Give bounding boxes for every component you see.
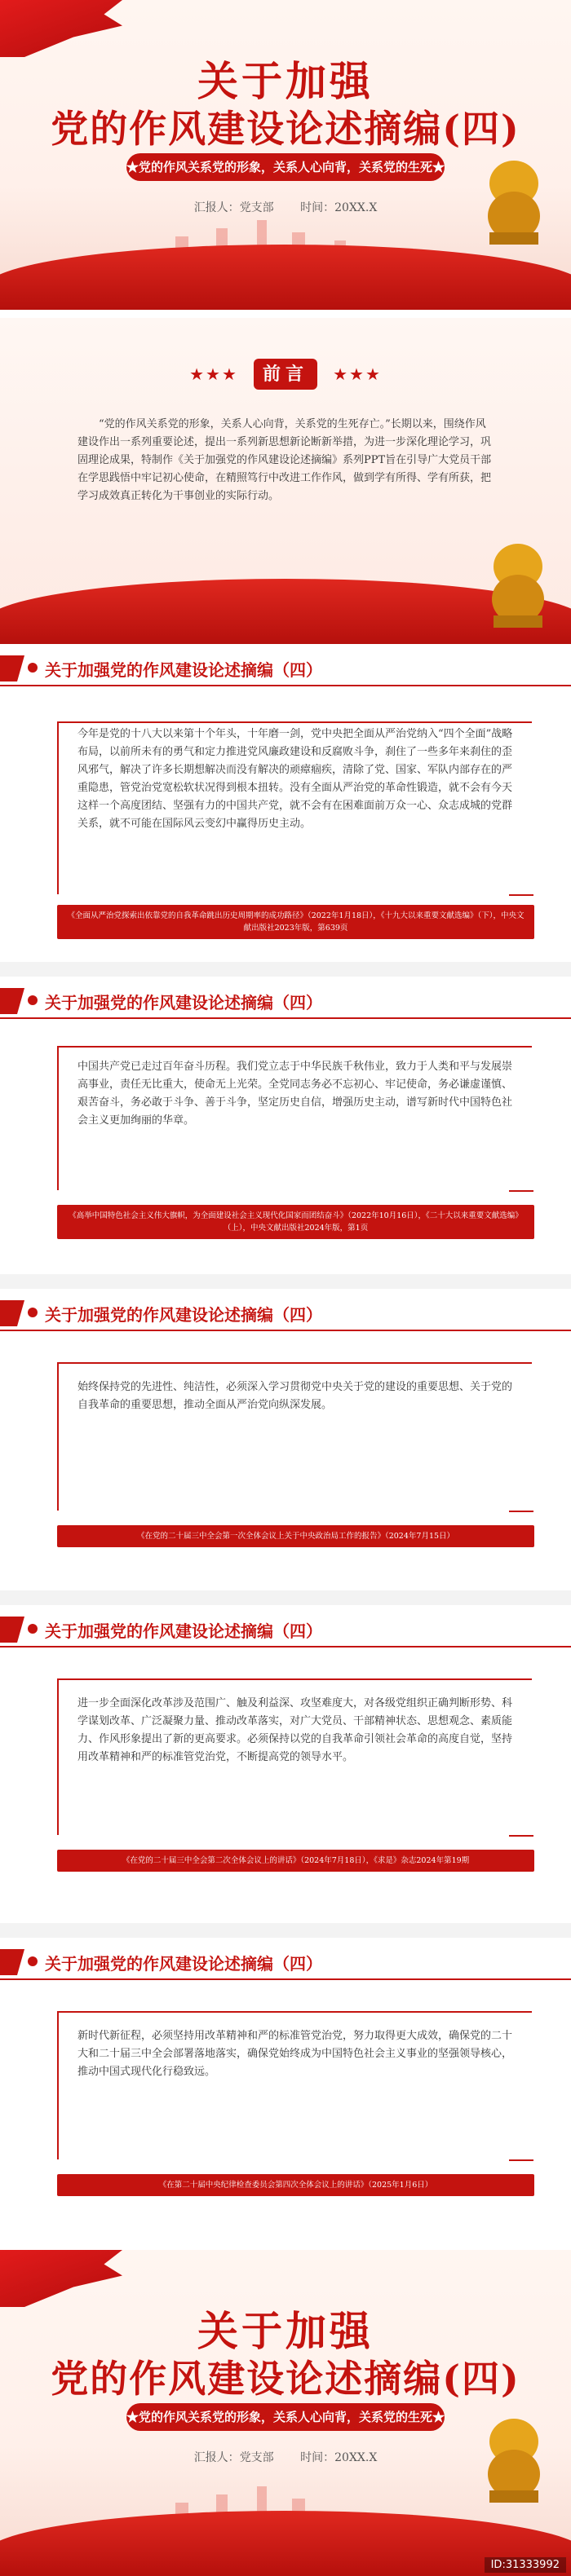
section-title: 关于加强党的作风建设论述摘编（四） xyxy=(45,1621,322,1641)
preface-text: “党的作风关系党的形象，关系人心向背，关系党的生死存亡。”长期以来，围绕作风建设作出一系列重要论述，提出一系列新思想新论断新举措，为进一步深化理论学习，巩固理论成果，特制作《关于加强党的作风建设论述摘编》系列PPT旨在引导广大党员干部在学思践悟中牢记初心使命，在精照笃行中改进工作作风，做到学有所得、学有所获，把学习成效真正转化为干事创业的实际行动。 xyxy=(77,418,492,502)
cover-title-line1: 关于加强 xyxy=(197,57,374,105)
section-text: 中国共产党已走过百年奋斗历程。我们党立志于中华民族千秋伟业，致力于人类和平与发展崇高事业，责任无比重大，使命无上光荣。全党同志务必不忘初心、牢记使命，务必谦虚谨慎、艰苦奋斗，务必敢于斗争、善于斗争，坚定历史自信，增强历史主动，谱写新时代中国特色社会主义更加绚丽的华章。 xyxy=(77,1061,513,1127)
header-mark-icon xyxy=(0,1949,24,1975)
time-value: 20XX.X xyxy=(334,201,378,214)
section-title: 关于加强党的作风建设论述摘编（四） xyxy=(45,1954,322,1974)
header-underline xyxy=(0,1646,571,1647)
stars-left-icon: ★★★ xyxy=(189,364,238,384)
section-title: 关于加强党的作风建设论述摘编（四） xyxy=(45,993,322,1012)
preface-slide xyxy=(0,318,571,644)
header-dot-icon xyxy=(28,663,38,673)
header-underline xyxy=(0,1017,571,1019)
time-value: 20XX.X xyxy=(334,2451,378,2464)
section-title: 关于加强党的作风建设论述摘编（四） xyxy=(45,1305,322,1325)
section-header xyxy=(0,1949,571,1975)
section-text: 始终保持党的先进性、纯洁性，必须深入学习贯彻党中央关于党的建设的重要思想、关于党的自我革命的重要思想，推动全面从严治党向纵深发展。 xyxy=(77,1381,513,1411)
header-mark-icon xyxy=(0,655,24,681)
section-text: 今年是党的十八大以来第十个年头，十年磨一剑，党中央把全面从严治党纳入“四个全面”战略布局，以前所未有的勇气和定力推进党风廉政建设和反腐败斗争，刹住了一些多年来刹住的歪风邪气，解决了许多长期想解决而没有解决的顽瘴痼疾，清除了党、国家、军队内部存在的严重隐患，管党治党宽松软状况得到根本扭转。没有全面从严治党的革命性锻造，就不会有今天这样一个高度团结、坚强有力的中国共产党，就不会有在困难面前万众一心、众志成城的党群关系，就不可能在国际风云变幻中赢得历史主动。 xyxy=(77,728,513,830)
reporter-value: 党支部 xyxy=(239,2451,274,2464)
header-underline xyxy=(0,685,571,686)
section-4 xyxy=(0,1605,571,1923)
header-mark-icon xyxy=(0,1617,24,1643)
reporter xyxy=(194,2451,274,2464)
section-header xyxy=(0,1617,571,1643)
preface-lion-icon xyxy=(481,538,555,628)
section-header xyxy=(0,1300,571,1326)
cover-title-line2: 党的作风建设论述摘编(四) xyxy=(51,107,520,151)
golden-lion-icon xyxy=(477,155,551,245)
reporter-label: 汇报人： xyxy=(193,201,240,214)
reporter-label: 汇报人： xyxy=(193,2451,240,2464)
section-3 xyxy=(0,1289,571,1590)
back-title-line1: 关于加强 xyxy=(197,2307,374,2355)
slide-divider xyxy=(0,962,571,977)
section-text: 新时代新征程，必须坚持用改革精神和严的标准管党治党，努力取得更大成效，确保党的二十大和二十届三中全会部署落地落实，确保党始终成为中国特色社会主义事业的坚强领导核心，推动中国式现代化行稳致远。 xyxy=(77,2030,513,2078)
section-header xyxy=(0,655,571,681)
back-cover-slide xyxy=(0,2250,571,2576)
golden-lion-icon xyxy=(477,2413,551,2503)
reference-bar: 《在第二十届中央纪律检查委员会第四次全体会议上的讲话》（2025年1月6日） xyxy=(57,2174,534,2196)
slide-divider xyxy=(0,1923,571,1938)
stars-right-icon: ★★★ xyxy=(333,364,382,384)
header-dot-icon xyxy=(28,1956,38,1966)
time xyxy=(300,2451,377,2464)
slide-divider xyxy=(0,1590,571,1605)
reference-bar: 《在党的二十届三中全会第一次全体会议上关于中央政治局工作的报告》（2024年7月15日） xyxy=(57,1525,534,1547)
back-title-line2: 党的作风建设论述摘编(四) xyxy=(51,2357,520,2401)
preface-badge: 前言 xyxy=(254,359,317,390)
section-header xyxy=(0,988,571,1014)
header-dot-icon xyxy=(28,1624,38,1634)
section-2 xyxy=(0,977,571,1274)
header-underline xyxy=(0,1978,571,1980)
section-5 xyxy=(0,1938,571,2243)
header-dot-icon xyxy=(28,1308,38,1317)
header-mark-icon xyxy=(0,988,24,1014)
back-banner: ★党的作风关系党的形象，关系人心向背，关系党的生死★ xyxy=(126,2403,445,2431)
header-dot-icon xyxy=(28,995,38,1005)
slide-divider xyxy=(0,1274,571,1289)
reporter-value: 党支部 xyxy=(239,201,274,214)
section-1 xyxy=(0,644,571,962)
section-title: 关于加强党的作风建设论述摘编（四） xyxy=(45,660,322,680)
watermark-id: ID:31333992 xyxy=(485,2557,566,2573)
header-mark-icon xyxy=(0,1300,24,1326)
reference-bar: 《全面从严治党探索出依靠党的自我革命跳出历史周期率的成功路径》（2022年1月18日），《十九大以来重要文献选编》（下），中央文献出版社2023年版，第639页 xyxy=(57,905,534,939)
cover-banner: ★党的作风关系党的形象，关系人心向背，关系党的生死★ xyxy=(126,153,445,181)
section-text: 进一步全面深化改革涉及范围广、触及利益深、攻坚难度大，对各级党组织正确判断形势、科学谋划改革、广泛凝聚力量、推动改革落实，对广大党员、干部精神状态、思想观念、素质能力、作风形象提出了新的更高要求。必须保持以党的自我革命引领社会革命的高度自觉，坚持用改革精神和严的标准管党治党，不断提高党的领导水平。 xyxy=(77,1697,513,1763)
cover-slide xyxy=(0,0,571,310)
preface-heading xyxy=(0,359,571,390)
header-underline xyxy=(0,1330,571,1331)
reference-bar: 《在党的二十届三中全会第二次全体会议上的讲话》（2024年7月18日），《求是》杂志2024年第19期 xyxy=(57,1850,534,1872)
time-label: 时间： xyxy=(300,2451,335,2464)
time-label: 时间： xyxy=(300,201,335,214)
reference-bar: 《高举中国特色社会主义伟大旗帜，为全面建设社会主义现代化国家而团结奋斗》（2022年10月16日），《二十大以来重要文献选编》（上），中央文献出版社2024年版，第1页 xyxy=(57,1205,534,1239)
